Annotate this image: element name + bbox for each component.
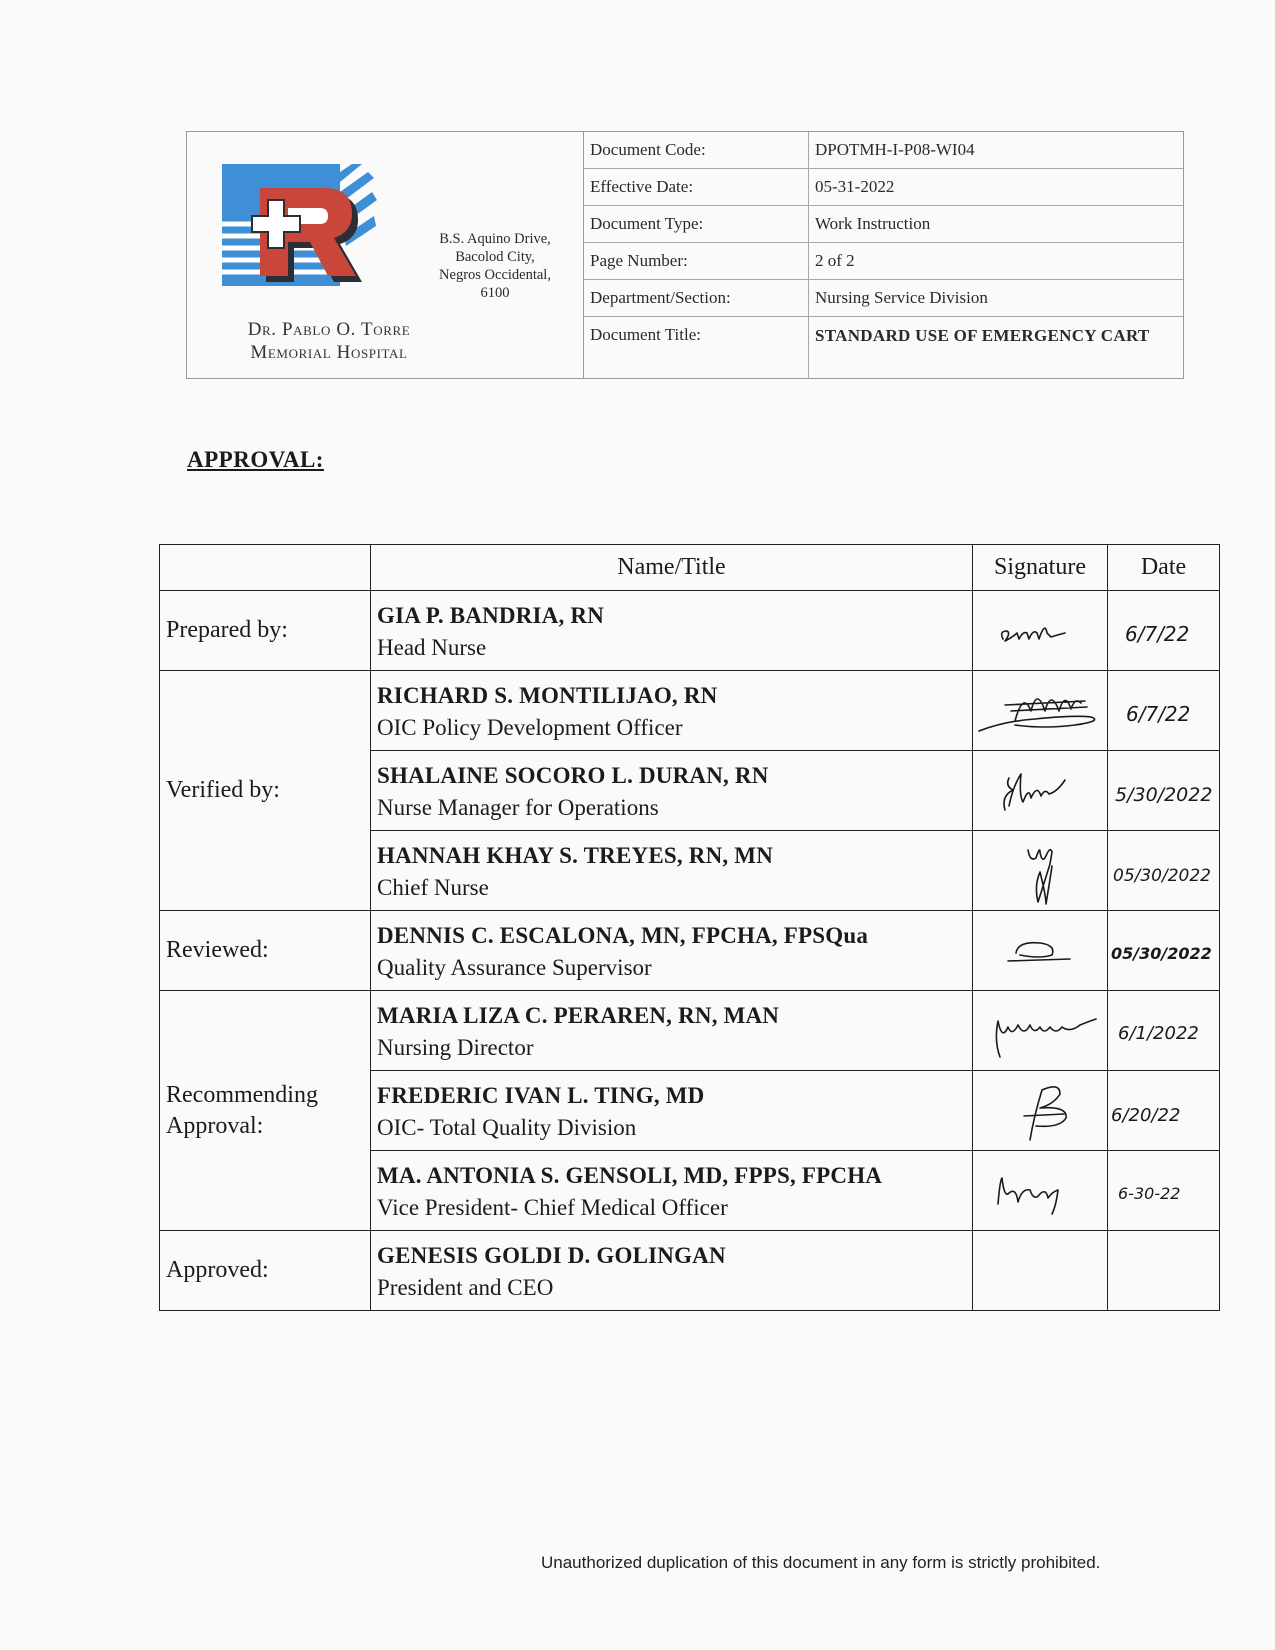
person-name: GENESIS GOLDI D. GOLINGAN — [377, 1242, 726, 1268]
document-meta-table — [584, 132, 1183, 378]
table-row — [160, 991, 1220, 1071]
name-title-cell — [371, 991, 973, 1071]
person-title: Vice President- Chief Medical Officer — [377, 1194, 728, 1220]
address-line1: B.S. Aquino Drive, — [439, 231, 551, 247]
table-row — [160, 911, 1220, 991]
handwritten-date — [1114, 1171, 1214, 1211]
role-approved: Approved: — [160, 1231, 371, 1311]
hospital-name — [199, 318, 459, 364]
person-name: SHALAINE SOCORO L. DURAN, RN — [377, 762, 769, 788]
approval-table — [159, 544, 1220, 1311]
signature-cell — [973, 751, 1108, 831]
svg-text:6/1/2022: 6/1/2022 — [1117, 1022, 1199, 1044]
role-recommending-line2: Approval: — [166, 1112, 264, 1139]
meta-row-document-type — [584, 206, 1183, 243]
address-line3: Negros Occidental, — [439, 267, 551, 283]
handwritten-date — [1114, 691, 1214, 731]
signature-cell-empty — [973, 1231, 1108, 1311]
date-cell-empty — [1108, 1231, 1220, 1311]
meta-row-page-number — [584, 243, 1183, 280]
svg-text:6/7/22: 6/7/22 — [1125, 701, 1190, 726]
meta-label: Page Number: — [584, 243, 809, 279]
table-row — [160, 1231, 1220, 1311]
handwritten-signature — [975, 681, 1105, 741]
meta-row-department — [584, 280, 1183, 317]
handwritten-signature — [995, 611, 1085, 651]
meta-value: Nursing Service Division — [815, 288, 988, 307]
person-name: RICHARD S. MONTILIJAO, RN — [377, 682, 718, 708]
handwritten-signature — [1000, 931, 1080, 971]
hospital-logo-cell — [187, 132, 584, 378]
meta-row-document-code — [584, 132, 1183, 169]
svg-text:6-30-22: 6-30-22 — [1117, 1183, 1180, 1203]
handwritten-date — [1119, 611, 1209, 651]
date-cell — [1108, 911, 1220, 991]
column-header-name-title: Name/Title — [371, 545, 973, 591]
name-title-cell — [371, 751, 973, 831]
person-name: FREDERIC IVAN L. TING, MD — [377, 1082, 705, 1108]
name-title-cell — [371, 671, 973, 751]
document-header — [186, 131, 1184, 379]
table-row — [160, 591, 1220, 671]
date-cell — [1108, 591, 1220, 671]
column-header-signature: Signature — [973, 545, 1108, 591]
role-recommending-line1: Recommending — [166, 1081, 318, 1108]
person-title: OIC Policy Development Officer — [377, 714, 683, 740]
address-line4: 6100 — [480, 285, 510, 301]
handwritten-signature — [980, 1001, 1100, 1061]
role-verified: Verified by: — [160, 671, 371, 911]
signature-cell — [973, 831, 1108, 911]
meta-label: Effective Date: — [584, 169, 809, 205]
role-prepared: Prepared by: — [160, 591, 371, 671]
meta-label: Department/Section: — [584, 280, 809, 316]
svg-text:05/30/2022: 05/30/2022 — [1112, 865, 1211, 886]
meta-value: DPOTMH-I-P08-WI04 — [815, 140, 975, 159]
svg-text:05/30/2022: 05/30/2022 — [1110, 943, 1212, 963]
hospital-name-line1: Dr. Pablo O. Torre — [247, 319, 411, 340]
name-title-cell — [371, 591, 973, 671]
meta-row-document-title — [584, 317, 1183, 378]
date-cell — [1108, 991, 1220, 1071]
signature-cell — [973, 911, 1108, 991]
svg-text:6/20/22: 6/20/22 — [1110, 1104, 1180, 1126]
person-name: MA. ANTONIA S. GENSOLI, MD, FPPS, FPCHA — [377, 1162, 883, 1188]
person-title: Quality Assurance Supervisor — [377, 954, 652, 980]
date-cell — [1108, 751, 1220, 831]
person-name: DENNIS C. ESCALONA, MN, FPCHA, FPSQua — [377, 922, 869, 948]
person-title: OIC- Total Quality Division — [377, 1114, 637, 1140]
signature-cell — [973, 991, 1108, 1071]
footer-notice: Unauthorized duplication of this document in any form is strictly prohibited. — [541, 1553, 1101, 1572]
column-header-date: Date — [1108, 545, 1220, 591]
handwritten-date — [1109, 931, 1219, 971]
role-reviewed: Reviewed: — [160, 911, 371, 991]
meta-value: 05-31-2022 — [815, 177, 895, 196]
date-cell — [1108, 671, 1220, 751]
person-name: MARIA LIZA C. PERAREN, RN, MAN — [377, 1002, 780, 1028]
signature-cell — [973, 1071, 1108, 1151]
svg-text:6/7/22: 6/7/22 — [1124, 621, 1189, 646]
person-title: Chief Nurse — [377, 874, 489, 900]
approval-table-header — [160, 545, 1220, 591]
handwritten-signature — [990, 1166, 1090, 1216]
hospital-name-line2: Memorial Hospital — [250, 342, 408, 363]
handwritten-date — [1109, 851, 1219, 891]
hospital-address — [425, 230, 565, 302]
handwritten-signature — [1010, 836, 1070, 906]
signature-cell — [973, 1151, 1108, 1231]
person-title: President and CEO — [377, 1274, 554, 1300]
meta-value: Work Instruction — [815, 214, 931, 233]
meta-row-effective-date — [584, 169, 1183, 206]
signature-cell — [973, 671, 1108, 751]
document-title: STANDARD USE OF EMERGENCY CART — [815, 326, 1150, 345]
name-title-cell — [371, 911, 973, 991]
svg-text:5/30/2022: 5/30/2022 — [1114, 783, 1212, 806]
approval-heading: APPROVAL: — [187, 447, 324, 472]
meta-value: 2 of 2 — [815, 251, 855, 270]
empty-header-cell — [160, 545, 371, 591]
handwritten-signature — [990, 1076, 1090, 1146]
person-title: Head Nurse — [377, 634, 487, 660]
person-title: Nurse Manager for Operations — [377, 794, 659, 820]
handwritten-date — [1109, 1091, 1219, 1131]
handwritten-date — [1109, 771, 1219, 811]
person-name: HANNAH KHAY S. TREYES, RN, MN — [377, 842, 774, 868]
meta-label: Document Type: — [584, 206, 809, 242]
meta-label: Document Code: — [584, 132, 809, 168]
person-title: Nursing Director — [377, 1034, 534, 1060]
table-row — [160, 671, 1220, 751]
address-line2: Bacolod City, — [455, 249, 535, 265]
name-title-cell — [371, 831, 973, 911]
handwritten-date — [1114, 1011, 1214, 1051]
date-cell — [1108, 831, 1220, 911]
person-name: GIA P. BANDRIA, RN — [377, 602, 605, 628]
date-cell — [1108, 1151, 1220, 1231]
meta-label: Document Title: — [584, 317, 809, 378]
name-title-cell — [371, 1231, 973, 1311]
hospital-logo — [222, 164, 377, 314]
handwritten-signature — [995, 766, 1085, 816]
role-recommending — [160, 991, 371, 1231]
date-cell — [1108, 1071, 1220, 1151]
signature-cell — [973, 591, 1108, 671]
name-title-cell — [371, 1151, 973, 1231]
name-title-cell — [371, 1071, 973, 1151]
